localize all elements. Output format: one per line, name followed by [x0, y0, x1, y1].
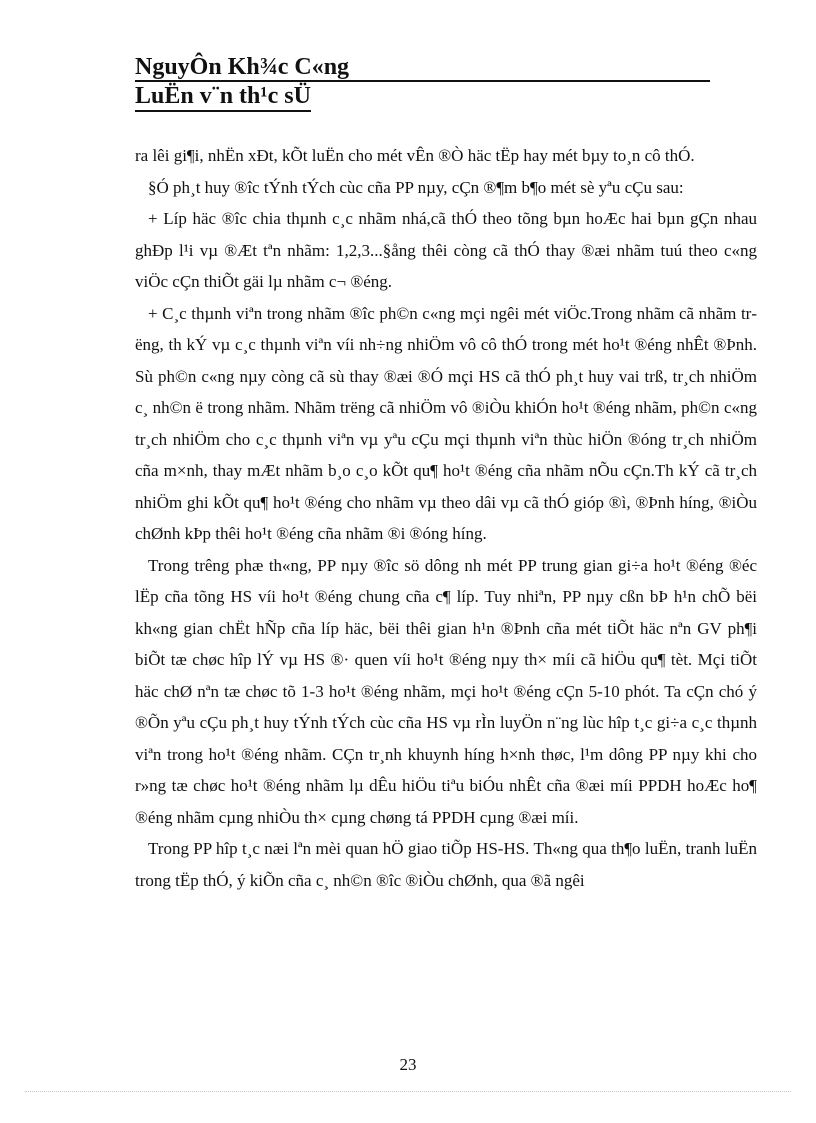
paragraph: Trong PP hîp t¸c næi lªn mèi quan hÖ giao tiÕp HS-HS. Th«ng qua th¶o luËn, tranh luËn trong tËp thÓ, ý kiÕn cña c¸ nh©n ®îc ®iÒu chØnh, qua ®ã ngêi	[135, 839, 757, 890]
paragraph: §Ó ph¸t huy ®îc tÝnh tÝch cùc cña PP nµy, cÇn ®¶m b¶o mét sè yªu cÇu sau:	[148, 177, 684, 197]
paragraph: Trong trêng phæ th«ng, PP nµy ®îc sö dông nh mét PP trung gian gi÷a ho¹t ®éng ®éc lËp cña tõng HS víi ho¹t ®éng chung cña c¶ líp. Tuy nhiªn, PP nµy cßn bÞ h¹n chÕ bëi kh«ng gian chËt hÑp cña líp häc, bëi thêi gian h¹n ®Þnh cña mét tiÕt häc nªn GV ph¶i biÕt tæ chøc hîp lÝ vµ HS ®· quen víi ho¹t ®éng nµy th× míi cã hiÖu qu¶ tèt. Mçi tiÕt häc chØ nªn tæ chøc tõ 1-3 ho¹t ®éng nhãm, mçi ho¹t ®éng cÇn 5-10 phót. Ta cÇn chó ý ®Õn yªu cÇu ph¸t huy tÝnh tÝch cùc cña HS vµ rÌn luyÖn n¨ng lùc hîp t¸c gi÷a c¸c thµnh viªn trong ho¹t ®éng nhãm. CÇn tr¸nh khuynh híng h×nh thøc, l¹m dông PP nµy khi cho r»ng tæ chøc ho¹t ®éng nhãm lµ dÊu hiÖu tiªu biÓu nhÊt cña ®æi míi PPDH hoÆc ho¶ ®éng nhãm cµng nhiÒu th× cµng chøng tá PPDH cµng ®æi míi.	[135, 555, 757, 827]
page-header	[135, 52, 715, 112]
header-subtitle: LuËn v¨n th¹c sÜ	[135, 82, 311, 112]
page-number: 23	[399, 1055, 417, 1074]
paragraph: ra lêi gi¶i, nhËn xÐt, kÕt luËn cho mét vÊn ®Ò häc tËp hay mét bµy to¸n cô thÓ.	[135, 146, 695, 165]
paragraph: + Líp häc ®îc chia thµnh c¸c nhãm nhá,cã thÓ theo tõng bµn hoÆc hai bµn gÇn nhau ghÐp l¹i vµ ®Æt tªn nhãm: 1,2,3...§ång thêi còng cã thÓ thay ®æi nhãm tuú theo c«ng viÖc cÇn thiÕt gäi lµ nhãm c¬ ®éng.	[135, 209, 757, 291]
footer-divider	[25, 1091, 791, 1092]
body-text	[135, 140, 757, 896]
header-author: NguyÔn Kh¾c C«ng	[135, 52, 710, 82]
paragraph: + C¸c thµnh viªn trong nhãm ®îc ph©n c«ng mçi ngêi mét viÖc.Trong nhãm cã nhãm trëng, th kÝ vµ c¸c thµnh viªn víi nh÷ng nhiÖm vô cô thÓ trong mét ho¹t ®éng nhÊt ®Þnh. Sù ph©n c«ng nµy còng cã sù thay ®æi ®Ó mçi HS cã thÓ ph¸t huy vai trß, tr¸ch nhiÖm c¸ nh©n ë trong nhãm. Nhãm trëng cã nhiÖm vô ®iÒu khiÓn ho¹t ®éng nhãm, ph©n c«ng tr¸ch nhiÖm cho c¸c thµnh viªn vµ yªu cÇu mçi thµnh viªn thùc hiÖn ®óng tr¸ch nhiÖm cña m×nh, thay mÆt nhãm b¸o c¸o kÕt qu¶ ho¹t ®éng cña nhãm nÕu cÇn.Th kÝ cã tr¸ch nhiÖm ghi kÕt qu¶ ho¹t ®éng cho nhãm vµ theo dâi vµ cã thÓ gióp ®ì, ®Þnh híng, ®iÒu chØnh kÞp thêi ho¹t ®éng cña nhãm ®i ®óng híng.	[135, 303, 757, 543]
